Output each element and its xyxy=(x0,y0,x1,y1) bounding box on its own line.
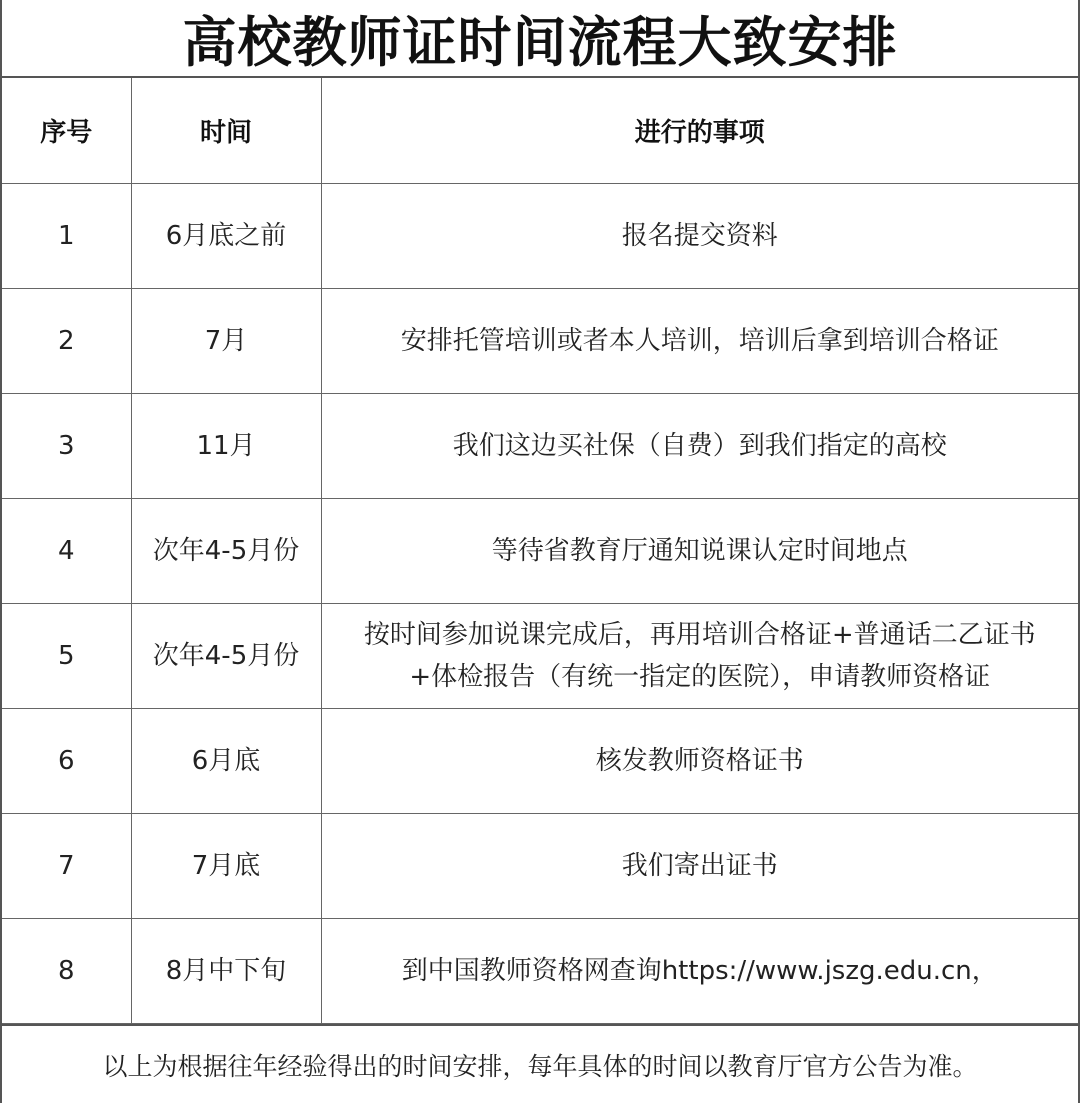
row-no: 3 xyxy=(2,393,131,498)
row-item-line: 我们寄出证书 xyxy=(621,850,778,881)
row-item xyxy=(321,288,1078,393)
table-row xyxy=(2,393,1078,498)
row-no: 4 xyxy=(2,498,131,603)
row-item xyxy=(321,708,1078,813)
table-header-row xyxy=(2,78,1078,183)
row-no: 6 xyxy=(2,708,131,813)
row-item-line: 我们这边买社保（自费）到我们指定的高校 xyxy=(452,430,947,461)
table-row xyxy=(2,708,1078,813)
row-item-line: 核发教师资格证书 xyxy=(595,745,804,776)
row-time: 8月中下旬 xyxy=(131,918,321,1023)
row-item xyxy=(321,498,1078,603)
row-item xyxy=(321,393,1078,498)
row-no: 5 xyxy=(2,603,131,708)
row-item-line: +体检报告（有统一指定的医院），申请教师资格证 xyxy=(409,661,991,692)
row-item-line: 等待省教育厅通知说课认定时间地点 xyxy=(491,535,908,566)
table-row xyxy=(2,813,1078,918)
row-item xyxy=(321,183,1078,288)
row-item-line: 报名提交资料 xyxy=(621,220,778,251)
row-item xyxy=(321,813,1078,918)
row-item xyxy=(321,918,1078,1023)
row-no: 1 xyxy=(2,183,131,288)
header-time: 时间 xyxy=(131,78,321,183)
table-row xyxy=(2,183,1078,288)
row-item-line: 按时间参加说课完成后，再用培训合格证+普通话二乙证书 xyxy=(363,619,1036,650)
page-title: 高校教师证时间流程大致安排 xyxy=(2,0,1078,78)
footer-note: 以上为根据往年经验得出的时间安排，每年具体的时间以教育厅官方公告为准。 xyxy=(2,1024,1078,1103)
table-row xyxy=(2,498,1078,603)
row-no: 7 xyxy=(2,813,131,918)
row-no: 2 xyxy=(2,288,131,393)
header-no: 序号 xyxy=(2,78,131,183)
row-time: 次年4-5月份 xyxy=(131,498,321,603)
table-row xyxy=(2,918,1078,1023)
schedule-table xyxy=(2,78,1078,1024)
row-time: 11月 xyxy=(131,393,321,498)
row-time: 7月底 xyxy=(131,813,321,918)
table-row xyxy=(2,288,1078,393)
table-row xyxy=(2,603,1078,708)
row-item-line: 安排托管培训或者本人培训，培训后拿到培训合格证 xyxy=(400,325,999,356)
row-no: 8 xyxy=(2,918,131,1023)
row-time: 7月 xyxy=(131,288,321,393)
row-item xyxy=(321,603,1078,708)
row-item-line: 到中国教师资格网查询https://www.jszg.edu.cn， xyxy=(401,955,998,986)
row-time: 6月底 xyxy=(131,708,321,813)
header-item: 进行的事项 xyxy=(321,78,1078,183)
row-time: 6月底之前 xyxy=(131,183,321,288)
row-time: 次年4-5月份 xyxy=(131,603,321,708)
